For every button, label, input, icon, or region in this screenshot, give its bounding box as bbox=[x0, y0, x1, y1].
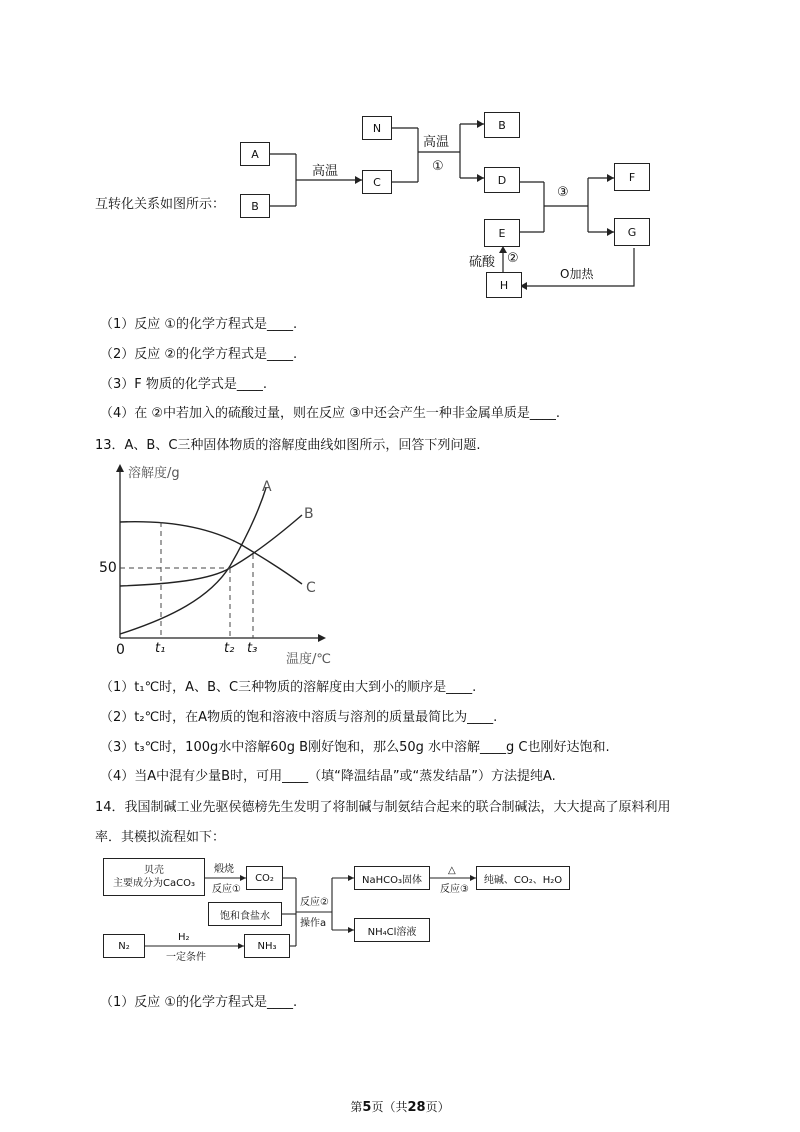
q12-item-3: （3）F 物质的化学式是____. bbox=[100, 377, 268, 392]
q13-item-2: （2）t₂℃时，在A物质的饱和溶液中溶质与溶剂的质量最简比为____. bbox=[100, 710, 498, 725]
label-reaction-3: ③ bbox=[557, 185, 569, 200]
q13-item-1: （1）t₁℃时，A、B、C三种物质的溶解度由大到小的顺序是____. bbox=[100, 680, 477, 695]
box-co2: CO₂ bbox=[246, 866, 283, 890]
label-delta: △ bbox=[448, 865, 456, 876]
chart-xtick-t2: t₂ bbox=[224, 641, 235, 656]
label-operation-a: 操作a bbox=[300, 918, 327, 929]
node-g: G bbox=[614, 218, 650, 246]
q12-item-4: （4）在 ②中若加入的硫酸过量，则在反应 ③中还会产生一种非金属单质是____. bbox=[100, 406, 560, 421]
node-a: A bbox=[240, 142, 270, 166]
node-h: H bbox=[486, 272, 522, 298]
box-shell bbox=[103, 858, 205, 896]
label-reaction-1: ① bbox=[432, 159, 444, 174]
curve-label-c: C bbox=[306, 580, 316, 596]
q12-item-1: （1）反应 ①的化学方程式是____. bbox=[100, 317, 298, 332]
label-reaction-2: 反应② bbox=[300, 897, 329, 908]
page-footer bbox=[0, 1098, 800, 1115]
q12-intro: 互转化关系如图所示： bbox=[95, 197, 226, 212]
box-n2: N₂ bbox=[103, 934, 145, 958]
shell-label: 贝壳 bbox=[144, 865, 164, 876]
box-products: 纯碱、CO₂、H₂O bbox=[476, 866, 570, 890]
label-reaction-2: ② bbox=[507, 251, 519, 266]
q13-item-3: （3）t₃℃时，100g水中溶解60g B刚好饱和，那么50g 水中溶解____g C也刚好达饱和. bbox=[100, 740, 610, 755]
label-gaowen-2: 高温 bbox=[423, 135, 450, 150]
node-e: E bbox=[484, 219, 520, 247]
y-axis-arrow bbox=[116, 464, 124, 472]
node-b: B bbox=[240, 194, 270, 218]
curve-c bbox=[120, 522, 302, 584]
label-calcine: 煅烧 bbox=[214, 864, 234, 875]
shell-composition: 主要成分为CaCO₃ bbox=[113, 878, 195, 889]
box-nh3: NH₃ bbox=[244, 934, 290, 958]
curve-a bbox=[120, 488, 266, 634]
chart-xtick-t1: t₁ bbox=[155, 641, 166, 656]
label-h2: H₂ bbox=[178, 932, 190, 943]
box-brine: 饱和食盐水 bbox=[208, 902, 282, 926]
curve-b bbox=[120, 515, 302, 586]
node-f: F bbox=[614, 163, 650, 191]
chart-xtick-t3: t₃ bbox=[247, 641, 258, 656]
footer-prefix: 第 bbox=[350, 1100, 363, 1114]
box-nh4cl: NH₄Cl溶液 bbox=[354, 918, 430, 942]
q12-connector-lines bbox=[0, 0, 800, 300]
label-reaction-1: 反应① bbox=[212, 884, 241, 895]
x-axis-arrow bbox=[318, 634, 326, 642]
q13-chart-svg bbox=[90, 458, 340, 668]
box-nahco3: NaHCO₃固体 bbox=[354, 866, 430, 890]
chart-ylabel: 溶解度/g bbox=[128, 466, 180, 481]
footer-total-pages: 28 bbox=[407, 1100, 426, 1115]
label-heating: O加热 bbox=[560, 267, 594, 281]
footer-middle: 页（共 bbox=[371, 1100, 408, 1114]
curve-label-b: B bbox=[304, 506, 314, 522]
q12-item-2: （2）反应 ②的化学方程式是____. bbox=[100, 347, 298, 362]
node-b-product: B bbox=[484, 112, 520, 138]
chart-origin: 0 bbox=[116, 642, 125, 658]
q13-stem: 13．A、B、C三种固体物质的溶解度曲线如图所示，回答下列问题. bbox=[95, 438, 481, 453]
chart-xlabel: 温度/℃ bbox=[286, 652, 331, 667]
footer-suffix: 页） bbox=[425, 1100, 450, 1114]
node-c: C bbox=[362, 170, 392, 194]
label-gaowen-1: 高温 bbox=[312, 164, 339, 179]
label-condition: 一定条件 bbox=[166, 952, 206, 963]
q14-stem-line-1: 14．我国制碱工业先驱侯德榜先生发明了将制碱与制氨结合起来的联合制碱法，大大提高了原料利用 bbox=[95, 800, 671, 815]
node-d: D bbox=[484, 167, 520, 193]
curve-label-a: A bbox=[262, 479, 272, 495]
footer-page-number: 5 bbox=[362, 1100, 372, 1115]
chart-ytick-50: 50 bbox=[99, 560, 117, 576]
label-reaction-3: 反应③ bbox=[440, 884, 469, 895]
q14-stem-line-2: 率．其模拟流程如下： bbox=[95, 830, 226, 845]
label-sulfuric-acid: 硫酸 bbox=[469, 255, 496, 270]
q13-item-4: （4）当A中混有少量B时，可用____（填“降温结晶”或“蒸发结晶”）方法提纯A. bbox=[100, 769, 556, 784]
q14-item-1: （1）反应 ①的化学方程式是____. bbox=[100, 995, 298, 1010]
node-n: N bbox=[362, 116, 392, 140]
